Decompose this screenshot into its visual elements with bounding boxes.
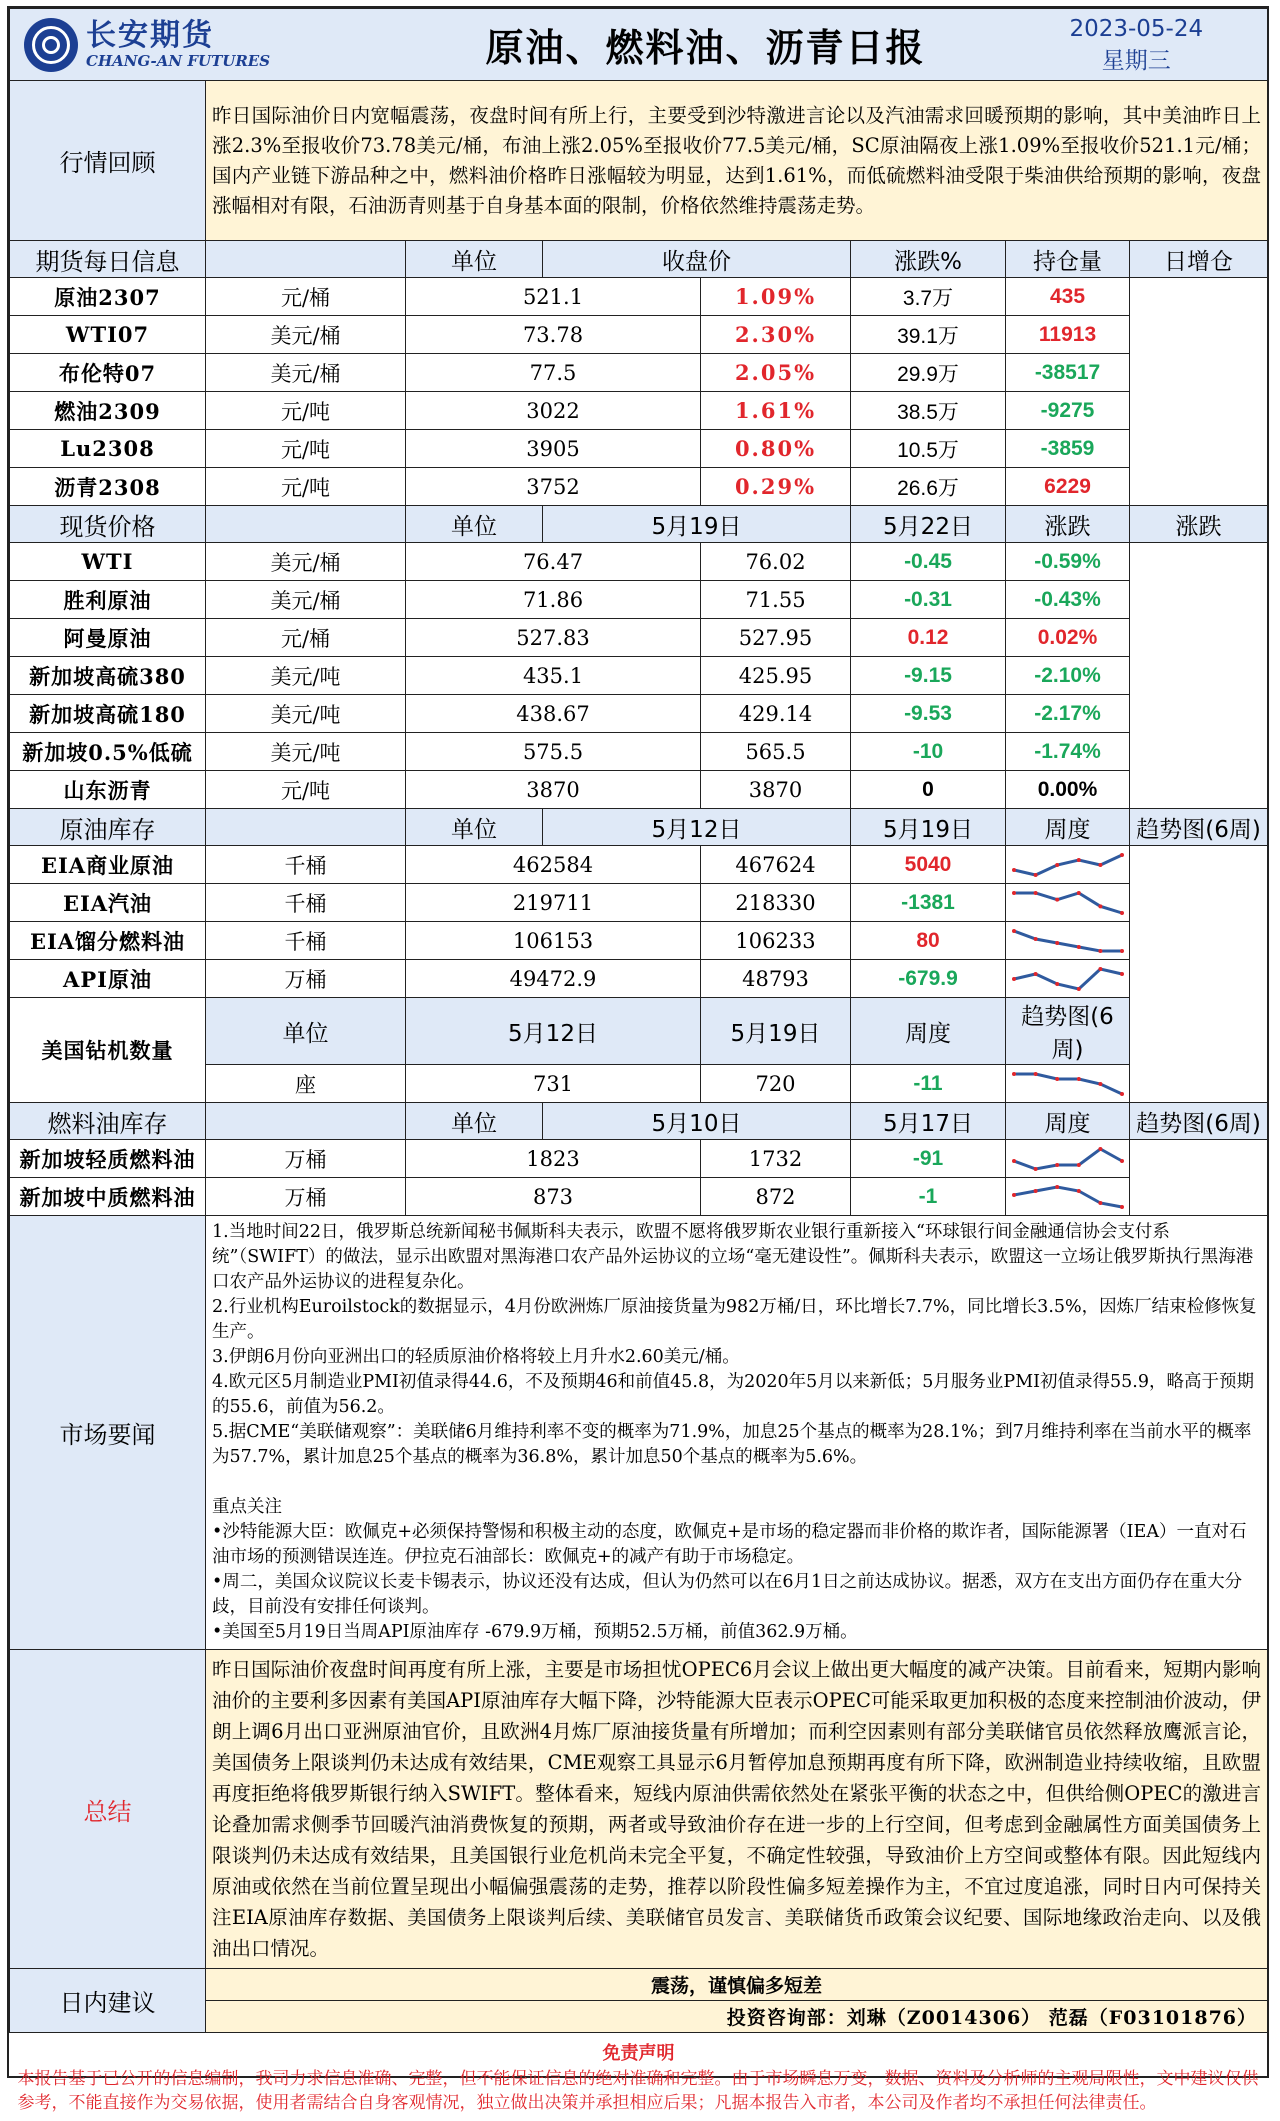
spot-unit: 美元/吨 — [206, 733, 406, 771]
fuel-inventory-item-name: 新加坡中质燃料油 — [10, 1178, 206, 1216]
futures-unit: 美元/桶 — [206, 316, 406, 354]
market-review-label: 行情回顾 — [10, 81, 206, 241]
spot-row — [10, 581, 1268, 619]
fuel-col-d1: 5月10日 — [543, 1103, 851, 1140]
logo-emblem-icon — [24, 18, 78, 72]
crude-inventory-unit: 千桶 — [206, 922, 406, 960]
spot-col-unit: 单位 — [406, 506, 543, 543]
futures-change-pct: 0.80% — [701, 430, 851, 468]
spot-price-1: 575.5 — [406, 733, 701, 771]
futures-col-delta: 日增仓 — [1130, 241, 1268, 278]
crude-inventory-row — [10, 922, 1268, 960]
rig-col-d1: 5月12日 — [406, 998, 701, 1065]
spot-price-2: 565.5 — [701, 733, 851, 771]
futures-daily-oi-change: 6229 — [1006, 468, 1130, 506]
crude-inventory-trend-cell — [1006, 960, 1130, 998]
crude-inventory-value-2: 106233 — [701, 922, 851, 960]
futures-unit: 元/吨 — [206, 468, 406, 506]
sparkline-point — [1098, 1201, 1102, 1205]
futures-change-pct: 1.09% — [701, 278, 851, 316]
fuel-inventory-trend-sparkline — [1009, 1144, 1127, 1174]
spot-col-chg: 涨跌 — [1006, 506, 1130, 543]
futures-contract-name: 燃油2309 — [10, 392, 206, 430]
report-title: 原油、燃料油、沥青日报 — [406, 9, 1006, 81]
fuel-inventory-weekly-change: -1 — [851, 1178, 1006, 1216]
disclaimer-text: 本报告基于已公开的信息编制，我司力求信息准确、完整，但不能保证信息的绝对准确和完整。由于市场瞬息万变，数据、资料及分析师的主观局限性，文中建议仅供参考，不能直接作为交易依据，使用者需结合自身客观情况，独立做出决策并承担相应后果；凡据本报告入市者，本公司及作者均不承担任何法律责任。 — [10, 2065, 1268, 2121]
rig-col-unit: 单位 — [206, 998, 406, 1065]
futures-row — [10, 468, 1268, 506]
fuel-inventory-row — [10, 1178, 1268, 1216]
spot-change-pct: 0.00% — [1006, 771, 1130, 809]
rig-header-row — [10, 998, 1268, 1065]
report-header — [10, 9, 1268, 81]
futures-row — [10, 354, 1268, 392]
futures-open-interest: 39.1万 — [851, 316, 1006, 354]
sparkline-point — [1033, 1189, 1037, 1193]
spot-unit: 美元/吨 — [206, 657, 406, 695]
futures-open-interest: 29.9万 — [851, 354, 1006, 392]
futures-unit: 美元/桶 — [206, 354, 406, 392]
crude-inventory-item-name: EIA汽油 — [10, 884, 206, 922]
logo-cn: 长安期货 — [86, 20, 270, 52]
sparkline-point — [1012, 1193, 1016, 1197]
crude-inventory-value-1: 49472.9 — [406, 960, 701, 998]
fuel-header-row — [10, 1103, 1268, 1140]
futures-close: 77.5 — [406, 354, 701, 392]
futures-contract-name: 沥青2308 — [10, 468, 206, 506]
sparkline-point — [1120, 1205, 1124, 1209]
sparkline-point — [1076, 945, 1080, 949]
rig-weekly-change: -11 — [851, 1065, 1006, 1103]
spot-product-name: 阿曼原油 — [10, 619, 206, 657]
report-weekday: 星期三 — [1006, 45, 1268, 77]
sparkline-point — [1012, 1072, 1016, 1076]
crude-inventory-row — [10, 846, 1268, 884]
spot-row — [10, 543, 1268, 581]
crude-inventory-value-2: 218330 — [701, 884, 851, 922]
news-item: 1.当地时间22日，俄罗斯总统新闻秘书佩斯科夫表示，欧盟不愿将俄罗斯农业银行重新接入“环球银行间金融通信协会支付系统”（SWIFT）的做法，显示出欧盟对黑海港口农产品外运协议的立场“毫无建设性”。佩斯科夫表示，欧盟这一立场让俄罗斯执行黑海港口农产品外运协议的进程复杂化。 — [212, 1220, 1261, 1295]
news-content — [206, 1216, 1268, 1650]
news-item: 5.据CME“美联储观察”：美联储6月维持利率不变的概率为71.9%，加息25个基点的概率为28.1%；到7月维持利率在当前水平的概率为57.7%，累计加息25个基点的概率为36.8%，累计加息50个基点的概率为5.6%。 — [212, 1420, 1261, 1470]
sparkline-line — [1014, 893, 1122, 913]
sparkline-point — [1120, 1159, 1124, 1163]
market-review-text: 昨日国际油价日内宽幅震荡，夜盘时间有所上行，主要受到沙特激进言论以及汽油需求回暖预期的影响，其中美油昨日上涨2.3%至报收价73.78美元/桶，布油上涨2.05%至报收价77.5美元/桶，SC原油隔夜上涨1.09%至报收价521.1元/桶；国内产业链下游品种之中，燃料油价格昨日涨幅较为明显，达到1.61%，而低硫燃料油受限于柴油供给预期的影响，夜盘涨幅相对有限，石油沥青则基于自身基本面的限制，价格依然维持震荡走势。 — [206, 81, 1268, 241]
futures-contract-name: Lu2308 — [10, 430, 206, 468]
crude-inventory-label: 原油库存 — [10, 809, 206, 846]
crude-inventory-trend-cell — [1006, 922, 1130, 960]
futures-col-oi: 持仓量 — [1006, 241, 1130, 278]
sparkline-point — [1055, 1077, 1059, 1081]
futures-daily-oi-change: -38517 — [1006, 354, 1130, 392]
sparkline-point — [1055, 1185, 1059, 1189]
market-review-section — [10, 81, 1268, 241]
crude-inventory-value-1: 219711 — [406, 884, 701, 922]
crude-inventory-unit: 万桶 — [206, 960, 406, 998]
sparkline-point — [1098, 1082, 1102, 1086]
report-table — [9, 8, 1268, 2121]
crude-inventory-value-1: 462584 — [406, 846, 701, 884]
futures-close: 73.78 — [406, 316, 701, 354]
spot-row — [10, 733, 1268, 771]
crude-col-unit: 单位 — [406, 809, 543, 846]
spot-col-d2: 5月22日 — [851, 506, 1006, 543]
spot-change: -9.53 — [851, 695, 1006, 733]
company-logo — [10, 18, 406, 72]
sparkline-point — [1120, 853, 1124, 857]
spot-product-name: 新加坡高硫380 — [10, 657, 206, 695]
focus-title: 重点关注 — [212, 1495, 1261, 1520]
futures-change-pct: 2.30% — [701, 316, 851, 354]
news-item: 2.行业机构Euroilstock的数据显示，4月份欧洲炼厂原油接货量为982万桶/日，环比增长7.7%，同比增长3.5%，因炼厂结束检修恢复生产。 — [212, 1295, 1261, 1345]
fuel-col-trend: 趋势图(6周) — [1130, 1103, 1268, 1140]
sparkline-point — [1076, 987, 1080, 991]
spot-change-pct: 0.02% — [1006, 619, 1130, 657]
crude-inventory-item-name: EIA商业原油 — [10, 846, 206, 884]
futures-close: 3022 — [406, 392, 701, 430]
spot-price-1: 71.86 — [406, 581, 701, 619]
sparkline-point — [1012, 1159, 1016, 1163]
futures-close: 3905 — [406, 430, 701, 468]
sparkline-point — [1076, 1077, 1080, 1081]
spot-change: 0 — [851, 771, 1006, 809]
sparkline-point — [1012, 929, 1016, 933]
focus-item: •周二，美国众议院议长麦卡锡表示，协议还没有达成，但认为仍然可以在6月1日之前达成协议。据悉，双方在支出方面仍存在重大分歧，目前没有安排任何谈判。 — [212, 1570, 1261, 1620]
crude-inventory-unit: 千桶 — [206, 884, 406, 922]
spot-price-1: 438.67 — [406, 695, 701, 733]
futures-contract-name: 布伦特07 — [10, 354, 206, 392]
sparkline-point — [1055, 897, 1059, 901]
spot-col-d1: 5月19日 — [543, 506, 851, 543]
disclaimer-title: 免责声明 — [10, 2033, 1268, 2065]
sparkline-point — [1098, 863, 1102, 867]
futures-row — [10, 316, 1268, 354]
fuel-col-unit: 单位 — [406, 1103, 543, 1140]
crude-inventory-unit: 千桶 — [206, 846, 406, 884]
futures-close: 3752 — [406, 468, 701, 506]
spot-change-pct: -0.59% — [1006, 543, 1130, 581]
rig-v2: 720 — [701, 1065, 851, 1103]
sparkline-point — [1098, 1147, 1102, 1151]
news-section — [10, 1216, 1268, 1650]
spot-unit: 元/吨 — [206, 771, 406, 809]
crude-inventory-trend-cell — [1006, 884, 1130, 922]
spot-change: -9.15 — [851, 657, 1006, 695]
logo-en: CHANG-AN FUTURES — [86, 52, 270, 70]
sparkline-point — [1076, 1163, 1080, 1167]
sparkline-point — [1012, 868, 1016, 872]
sparkline-point — [1055, 863, 1059, 867]
spot-price-2: 3870 — [701, 771, 851, 809]
crude-col-trend: 趋势图(6周) — [1130, 809, 1268, 846]
spot-price-2: 71.55 — [701, 581, 851, 619]
rig-trend-sparkline — [1009, 1069, 1127, 1099]
futures-col-chg: 涨跌% — [851, 241, 1006, 278]
sparkline-point — [1012, 891, 1016, 895]
sparkline-point — [1076, 891, 1080, 895]
sparkline-point — [1098, 967, 1102, 971]
fuel-inventory-trend-cell — [1006, 1178, 1130, 1216]
fuel-inventory-unit: 万桶 — [206, 1140, 406, 1178]
futures-daily-oi-change: -9275 — [1006, 392, 1130, 430]
sparkline-point — [1033, 891, 1037, 895]
sparkline-point — [1098, 949, 1102, 953]
fuel-inventory-value-1: 1823 — [406, 1140, 701, 1178]
crude-inventory-value-1: 106153 — [406, 922, 701, 960]
sparkline-point — [1055, 982, 1059, 986]
sparkline-point — [1120, 972, 1124, 976]
rig-name: 美国钻机数量 — [10, 998, 206, 1103]
summary-section — [10, 1650, 1268, 1969]
spot-row — [10, 695, 1268, 733]
spot-change-pct: -1.74% — [1006, 733, 1130, 771]
fuel-inventory-weekly-change: -91 — [851, 1140, 1006, 1178]
crude-inventory-trend-sparkline — [1009, 964, 1127, 994]
sparkline-line — [1014, 1187, 1122, 1207]
rig-col-wk: 周度 — [851, 998, 1006, 1065]
crude-inventory-row — [10, 884, 1268, 922]
futures-contract-name: WTI07 — [10, 316, 206, 354]
futures-row — [10, 278, 1268, 316]
futures-change-pct: 1.61% — [701, 392, 851, 430]
sparkline-line — [1014, 969, 1122, 989]
news-item: 3.伊朗6月份向亚洲出口的轻质原油价格将较上月升水2.60美元/桶。 — [212, 1345, 1261, 1370]
crude-col-d1: 5月12日 — [543, 809, 851, 846]
spot-price-1: 435.1 — [406, 657, 701, 695]
futures-row — [10, 430, 1268, 468]
futures-open-interest: 3.7万 — [851, 278, 1006, 316]
sparkline-point — [1033, 937, 1037, 941]
sparkline-point — [1055, 1163, 1059, 1167]
advice-text: 震荡，谨慎偏多短差 — [206, 1969, 1268, 2001]
futures-close: 521.1 — [406, 278, 701, 316]
news-spacer — [212, 1470, 1261, 1495]
crude-inventory-trend-cell — [1006, 846, 1130, 884]
advice-label: 日内建议 — [10, 1969, 206, 2033]
futures-daily-oi-change: 435 — [1006, 278, 1130, 316]
fuel-col-wk: 周度 — [1006, 1103, 1130, 1140]
sparkline-point — [1033, 873, 1037, 877]
rig-trend-cell — [1006, 1065, 1130, 1103]
futures-daily-oi-change: -3859 — [1006, 430, 1130, 468]
spot-price-1: 3870 — [406, 771, 701, 809]
sparkline-point — [1120, 949, 1124, 953]
news-item: 4.欧元区5月制造业PMI初值录得44.6，不及预期46和前值45.8，为2020年5月以来新低；5月服务业PMI初值录得55.9，略高于预期的55.6，前值为56.2。 — [212, 1370, 1261, 1420]
crude-inventory-value-2: 467624 — [701, 846, 851, 884]
spot-change: -0.45 — [851, 543, 1006, 581]
sparkline-point — [1055, 941, 1059, 945]
crude-col-d2: 5月19日 — [851, 809, 1006, 846]
spot-unit: 美元/桶 — [206, 543, 406, 581]
crude-inventory-weekly-change: -1381 — [851, 884, 1006, 922]
sparkline-point — [1120, 911, 1124, 915]
report-page — [7, 6, 1269, 2078]
spot-header-row — [10, 506, 1268, 543]
crude-inventory-trend-sparkline — [1009, 888, 1127, 918]
rig-unit: 座 — [206, 1065, 406, 1103]
report-date: 2023-05-24 — [1006, 13, 1268, 45]
spot-row — [10, 771, 1268, 809]
focus-item: •沙特能源大臣：欧佩克+必须保持警惕和积极主动的态度，欧佩克+是市场的稳定器而非价格的欺诈者，国际能源署（IEA）一直对石油市场的预测错误连连。伊拉克石油部长：欧佩克+的减产有助于市场稳定。 — [212, 1520, 1261, 1570]
futures-daily-oi-change: 11913 — [1006, 316, 1130, 354]
spot-unit: 美元/桶 — [206, 581, 406, 619]
sparkline-line — [1014, 855, 1122, 875]
spot-price-1: 76.47 — [406, 543, 701, 581]
sparkline-point — [1033, 1072, 1037, 1076]
fuel-inventory-unit: 万桶 — [206, 1178, 406, 1216]
spot-price-2: 425.95 — [701, 657, 851, 695]
spot-price-2: 527.95 — [701, 619, 851, 657]
fuel-col-d2: 5月17日 — [851, 1103, 1006, 1140]
futures-open-interest: 38.5万 — [851, 392, 1006, 430]
news-label: 市场要闻 — [10, 1216, 206, 1650]
crude-inventory-weekly-change: -679.9 — [851, 960, 1006, 998]
sparkline-line — [1014, 931, 1122, 951]
futures-col-close: 收盘价 — [543, 241, 851, 278]
spot-change: -0.31 — [851, 581, 1006, 619]
spot-price-2: 76.02 — [701, 543, 851, 581]
futures-unit: 元/吨 — [206, 430, 406, 468]
spot-product-name: 胜利原油 — [10, 581, 206, 619]
spot-change-pct: -0.43% — [1006, 581, 1130, 619]
spot-price-2: 429.14 — [701, 695, 851, 733]
crude-inventory-trend-sparkline — [1009, 926, 1127, 956]
crude-inventory-item-name: API原油 — [10, 960, 206, 998]
spot-product-name: 山东沥青 — [10, 771, 206, 809]
fuel-inventory-label: 燃料油库存 — [10, 1103, 206, 1140]
crude-inventory-item-name: EIA馏分燃料油 — [10, 922, 206, 960]
spot-product-name: 新加坡高硫180 — [10, 695, 206, 733]
spot-unit: 元/桶 — [206, 619, 406, 657]
sparkline-line — [1014, 1074, 1122, 1094]
sparkline-point — [1033, 972, 1037, 976]
fuel-inventory-value-1: 873 — [406, 1178, 701, 1216]
sparkline-point — [1098, 904, 1102, 908]
crude-inventory-trend-sparkline — [1009, 850, 1127, 880]
consult-text: 投资咨询部：刘琳（Z0014306） 范磊（F03101876） — [206, 2001, 1268, 2033]
futures-change-pct: 0.29% — [701, 468, 851, 506]
futures-row — [10, 392, 1268, 430]
fuel-inventory-row — [10, 1140, 1268, 1178]
spot-product-name: WTI — [10, 543, 206, 581]
spot-label: 现货价格 — [10, 506, 206, 543]
crude-inventory-weekly-change: 5040 — [851, 846, 1006, 884]
fuel-inventory-value-2: 1732 — [701, 1140, 851, 1178]
futures-unit: 元/吨 — [206, 392, 406, 430]
sparkline-point — [1076, 1189, 1080, 1193]
summary-text: 昨日国际油价夜盘时间再度有所上涨，主要是市场担忧OPEC6月会议上做出更大幅度的减产决策。目前看来，短期内影响油价的主要利多因素有美国API原油库存大幅下降，沙特能源大臣表示OPEC可能采取更加积极的态度来控制油价波动，伊朗上调6月出口亚洲原油官价，且欧洲4月炼厂原油接货量有所增加；而利空因素则有部分美联储官员依然释放鹰派言论，美国债务上限谈判仍未达成有效结果，CME观察工具显示6月暂停加息预期再度有所下降，欧洲制造业持续收缩，且欧盟再度拒绝将俄罗斯银行纳入SWIFT。整体看来，短线内原油供需依然处在紧张平衡的状态之中，但供给侧OPEC的激进言论叠加需求侧季节回暖汽油消费恢复的预期，两者或导致油价存在进一步的上行空间，但考虑到金融属性方面美国债务上限谈判仍未达成有效结果，且美国银行业危机尚未完全平复，不确定性较强，导致油价上方空间或整体有限。因此短线内原油或依然在当前位置呈现出小幅偏强震荡的走势，推荐以阶段性偏多短差操作为主，不宜过度追涨，同时日内可保持关注EIA原油库存数据、美国债务上限谈判后续、美联储官员发言、美联储货币政策会议纪要、国际地缘政治走向、以及俄油出口情况。 — [206, 1650, 1268, 1969]
futures-open-interest: 26.6万 — [851, 468, 1006, 506]
spot-unit: 美元/吨 — [206, 695, 406, 733]
spot-change: -10 — [851, 733, 1006, 771]
rig-col-trend: 趋势图(6周) — [1006, 998, 1130, 1065]
sparkline-line — [1014, 1149, 1122, 1169]
futures-col-unit: 单位 — [406, 241, 543, 278]
disclaimer-section — [10, 2033, 1268, 2121]
spot-change-pct: -2.17% — [1006, 695, 1130, 733]
crude-inventory-row — [10, 960, 1268, 998]
spot-price-1: 527.83 — [406, 619, 701, 657]
fuel-inventory-value-2: 872 — [701, 1178, 851, 1216]
sparkline-point — [1012, 977, 1016, 981]
spot-product-name: 新加坡0.5%低硫 — [10, 733, 206, 771]
spot-row — [10, 619, 1268, 657]
crude-header-row — [10, 809, 1268, 846]
futures-unit: 元/桶 — [206, 278, 406, 316]
sparkline-point — [1033, 1167, 1037, 1171]
advice-row — [10, 1969, 1268, 2001]
crude-col-wk: 周度 — [1006, 809, 1130, 846]
focus-item: •美国至5月19日当周API原油库存 -679.9万桶，预期52.5万桶，前值362.9万桶。 — [212, 1620, 1261, 1645]
futures-label: 期货每日信息 — [10, 241, 206, 278]
spot-change-pct: -2.10% — [1006, 657, 1130, 695]
spot-col-pct: 涨跌 — [1130, 506, 1268, 543]
spot-change: 0.12 — [851, 619, 1006, 657]
futures-open-interest: 10.5万 — [851, 430, 1006, 468]
sparkline-point — [1120, 1092, 1124, 1096]
futures-change-pct: 2.05% — [701, 354, 851, 392]
fuel-inventory-item-name: 新加坡轻质燃料油 — [10, 1140, 206, 1178]
futures-header-row — [10, 241, 1268, 278]
fuel-inventory-trend-cell — [1006, 1140, 1130, 1178]
sparkline-point — [1076, 858, 1080, 862]
futures-contract-name: 原油2307 — [10, 278, 206, 316]
rig-col-d2: 5月19日 — [701, 998, 851, 1065]
fuel-inventory-trend-sparkline — [1009, 1182, 1127, 1212]
crude-inventory-value-2: 48793 — [701, 960, 851, 998]
rig-v1: 731 — [406, 1065, 701, 1103]
crude-inventory-weekly-change: 80 — [851, 922, 1006, 960]
spot-row — [10, 657, 1268, 695]
summary-label: 总结 — [10, 1650, 206, 1969]
